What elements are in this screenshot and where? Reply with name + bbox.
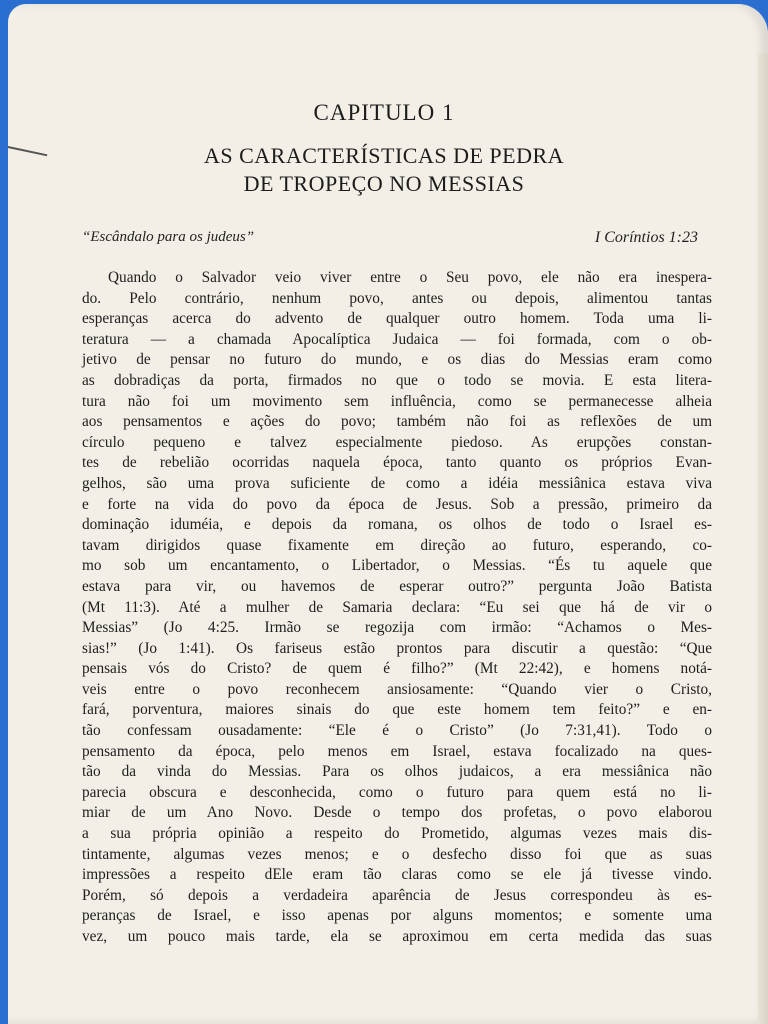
text-line: pensais vós do Cristo? de quem é filho?” (Mt 22:42), e homens notá- (82, 660, 712, 678)
title-line: DE TROPEÇO NO MESSIAS (243, 171, 525, 196)
text-line: círculo pequeno e talvez especialmente piedoso. As erupções constan- (82, 433, 712, 451)
text-line: peranças de Israel, e isso apenas por alguns momentos; e somente uma (82, 907, 712, 925)
text-line: tura não foi um movimento sem influência, como se permanecesse alheia (82, 392, 712, 410)
text-line: a sua própria opinião a respeito do Prometido, algumas vezes mais dis- (82, 825, 712, 843)
text-line: Messias” (Jo 4:25. Irmão se regozija com irmão: “Achamos o Mes- (82, 619, 712, 637)
text-line: tintamente, algumas vezes menos; e o desfecho disso foi que as suas (82, 845, 712, 863)
text-line: veis entre o povo reconhecem ansiosamente: “Quando vier o Cristo, (82, 680, 712, 698)
text-line: mo sob um encantamento, o Libertador, o Messias. “És tu aquele que (82, 557, 712, 575)
text-line: e forte na vida do povo da época de Jesus. Sob a pressão, primeiro da (82, 495, 712, 513)
epigraph-citation: I Coríntios 1:23 (594, 229, 698, 246)
text-line: jetivo de pensar no futuro do mundo, e os dias do Messias eram como (82, 351, 712, 369)
text-line: estava para vir, ou havemos de esperar outro?” pergunta João Batista (82, 577, 712, 595)
epigraph: “Escândalo para os judeus” (82, 229, 255, 245)
text-line: do. Pelo contrário, nenhum povo, antes ou depois, alimentou tantas (82, 289, 712, 307)
text-line: fará, porventura, maiores sinais do que este homem tem feito?” e en- (82, 701, 712, 719)
text-line: sias!” (Jo 1:41). Os fariseus estão prontos para discutir a questão: “Que (82, 639, 712, 657)
chapter-heading: CAPITULO 1 (313, 100, 455, 125)
text-line: aos pensamentos e ações do povo; também não foi as reflexões de um (82, 413, 712, 431)
text-line: vez, um pouco mais tarde, ela se aproximou em certa medida das suas (82, 928, 712, 945)
text-line: tes de rebelião ocorridas naquela época, tanto quanto os próprios Evan- (82, 454, 712, 472)
text-line: parecia obscura e desconhecida, como o futuro para quem está no li- (82, 783, 712, 801)
text-line: tão da vinda do Messias. Para os olhos judaicos, a era messiânica não (82, 763, 712, 781)
title-line: AS CARACTERÍSTICAS DE PEDRA (203, 143, 565, 168)
text-line: pensamento da época, pelo menos em Israel, estava focalizado na ques- (82, 742, 712, 760)
text-line: tavam dirigidos quase fixamente em direção ao futuro, esperando, co- (82, 536, 712, 554)
chapter-title (0, 142, 768, 198)
text-line: esperanças acerca do advento de qualquer outro homem. Toda uma li- (82, 310, 712, 328)
body-paragraph (82, 268, 712, 948)
text-line: as dobradiças da porta, firmados no que o todo se movia. E esta litera- (82, 371, 712, 389)
text-line: Porém, só depois a verdadeira aparência de Jesus correspondeu às es- (82, 886, 712, 904)
text-line: dominação iduméia, e depois da romana, os olhos de todo o Israel es- (82, 516, 712, 534)
text-line: impressões a respeito dEle eram tão claras como se ele já tivesse vindo. (82, 866, 712, 884)
text-line: Quando o Salvador veio viver entre o Seu povo, ele não era inespera- (108, 269, 712, 286)
text-line: gelhos, são uma prova suficiente de como a idéia messiânica estava viva (82, 474, 712, 492)
text-line: (Mt 11:3). Até a mulher de Samaria declara: “Eu sei que há de vir o (82, 598, 712, 616)
text-line: teratura — a chamada Apocalíptica Judaica — foi formada, com o ob- (82, 330, 712, 348)
text-line: miar de um Ano Novo. Desde o tempo dos profetas, o povo elaborou (82, 804, 712, 822)
page-edge (758, 54, 768, 1024)
text-line: tão confessam ousadamente: “Ele é o Cristo” (Jo 7:31,41). Todo o (82, 722, 712, 740)
